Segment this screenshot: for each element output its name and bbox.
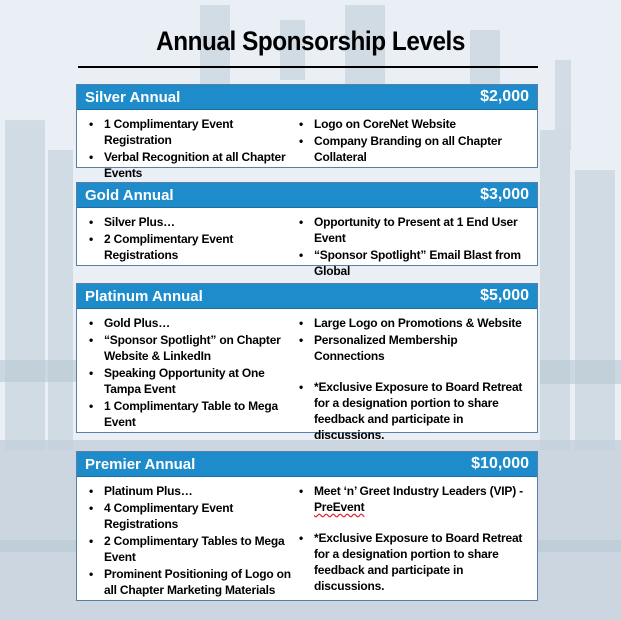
tier-header: [77, 284, 537, 309]
benefit-item: • “Sponsor Spotlight” Email Blast from Global: [293, 247, 531, 279]
title-underline: [78, 66, 538, 68]
tier-premier: [76, 451, 538, 601]
benefit-item: [293, 483, 531, 515]
benefit-item: • *Exclusive Exposure to Board Retreat for a designation portion to share feedback and participate in discussions.: [293, 530, 531, 594]
benefit-item: • 1 Complimentary Event Registration: [83, 116, 293, 148]
benefit-item: • 4 Complimentary Event Registrations: [83, 500, 293, 532]
benefit-item: • Logo on CoreNet Website: [293, 116, 531, 132]
page-title: Annual Sponsorship Levels: [156, 26, 465, 56]
benefit-item: • Platinum Plus…: [83, 483, 293, 499]
tier-header: [77, 183, 537, 208]
tier-name: Gold Annual: [85, 186, 174, 204]
tier-header: [77, 85, 537, 110]
benefit-item: • Silver Plus…: [83, 214, 293, 230]
benefit-item: • Large Logo on Promotions & Website: [293, 315, 531, 331]
tier-name: Platinum Annual: [85, 287, 203, 305]
tier-header: [77, 452, 537, 477]
tier-gold: [76, 182, 538, 278]
benefit-item: • “Sponsor Spotlight” on Chapter Website & LinkedIn: [83, 332, 293, 364]
tier-price: $3,000: [480, 186, 529, 203]
benefit-item: • 2 Complimentary Event Registrations: [83, 231, 293, 263]
benefit-item: • Verbal Recognition at all Chapter Events: [83, 149, 293, 181]
tier-platinum: [76, 283, 538, 442]
benefit-item: • 1 Complimentary Table to Mega Event: [83, 398, 293, 430]
benefit-item: • Speaking Opportunity at One Tampa Event: [83, 365, 293, 397]
tier-silver: [76, 84, 538, 180]
tier-price: $5,000: [480, 287, 529, 304]
benefit-item: • Gold Plus…: [83, 315, 293, 331]
benefit-item: • Personalized Membership Connections: [293, 332, 531, 364]
benefit-text: Meet ‘n’ Greet Industry Leaders (VIP) -: [314, 484, 523, 498]
tier-name: Silver Annual: [85, 88, 181, 106]
benefit-item: • Company Branding on all Chapter Collateral: [293, 133, 531, 165]
tier-name: Premier Annual: [85, 455, 196, 473]
benefit-item: • Opportunity to Present at 1 End User Event: [293, 214, 531, 246]
benefit-item: • 2 Complimentary Tables to Mega Event: [83, 533, 293, 565]
benefit-item: • Prominent Positioning of Logo on all Chapter Marketing Materials: [83, 566, 293, 598]
tier-price: $2,000: [480, 88, 529, 105]
benefit-text-misspelled: PreEvent: [314, 500, 365, 514]
tier-price: $10,000: [471, 455, 529, 472]
benefit-item: • *Exclusive Exposure to Board Retreat for a designation portion to share feedback and participate in discussions.: [293, 379, 531, 443]
